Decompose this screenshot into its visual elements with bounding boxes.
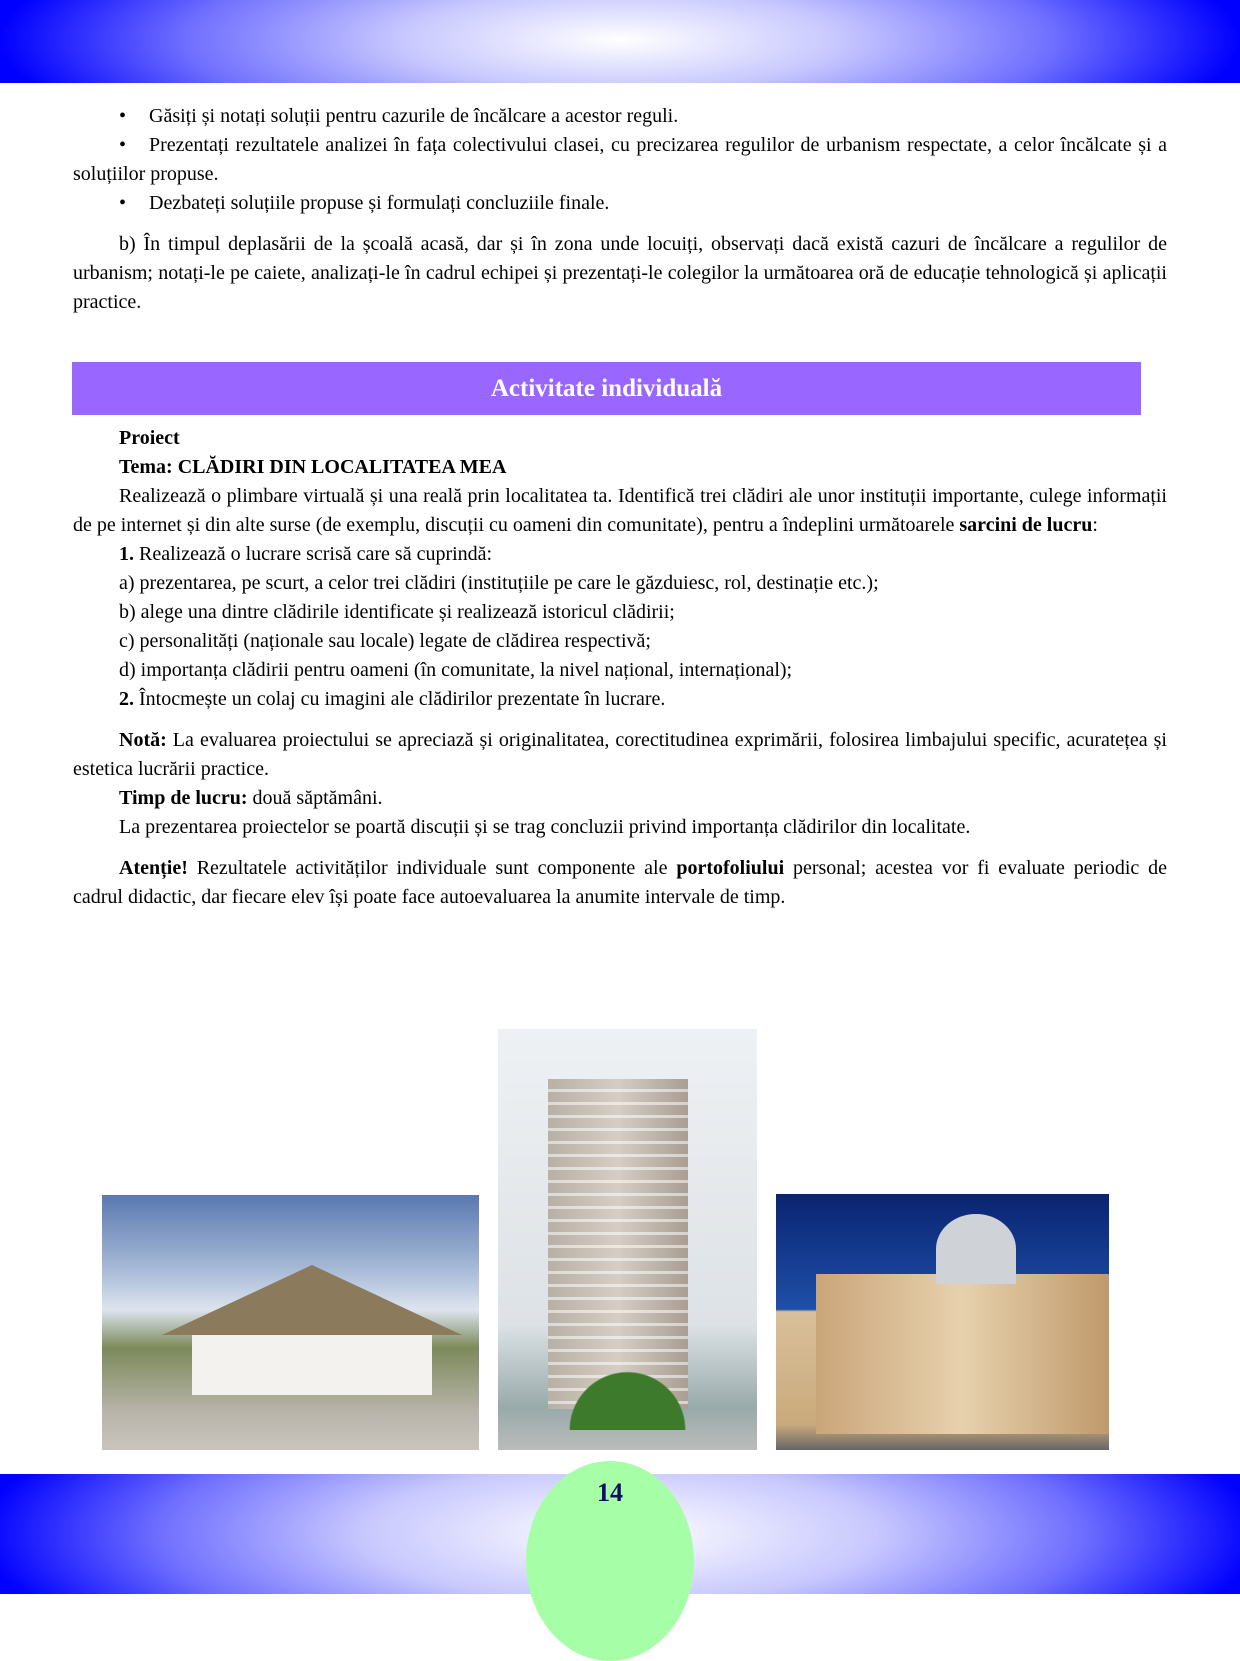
intro-end: :: [1092, 514, 1098, 536]
bullet-item: [73, 131, 1167, 189]
work-time: [73, 784, 1167, 813]
subtask: a) prezentarea, pe scurt, a celor trei clădiri (instituțiile pe care le găzduiesc, rol, destinație etc.);: [119, 572, 879, 594]
task-number: 1.: [119, 543, 134, 565]
subtask: d) importanța clădirii pentru oameni (în comunitate, la nivel național, internațional);: [119, 659, 793, 681]
note-label: Notă:: [119, 729, 167, 751]
note: [73, 726, 1167, 784]
bullet-text: Dezbateți soluțiile propuse și formulați concluziile finale.: [149, 192, 610, 214]
task-text: Întocmește un colaj cu imagini ale clădirilor prezentate în lucrare.: [134, 688, 666, 710]
attention: [73, 854, 1167, 912]
project-label: Proiect: [119, 427, 180, 449]
attention-text: Rezultatele activităților individuale sunt componente ale: [187, 857, 677, 879]
task-1: [73, 540, 1167, 569]
section-title: Activitate individuală: [72, 362, 1141, 415]
time-label: Timp de lucru:: [119, 787, 248, 809]
time-text: două săptămâni.: [247, 787, 383, 809]
bullet-text: Găsiți și notați soluții pentru cazurile de încălcare a acestor reguli.: [149, 105, 679, 127]
photo-hotel-tower: [498, 1029, 757, 1450]
attention-label: Atenție!: [119, 857, 188, 879]
photo-palace: [776, 1194, 1109, 1450]
bullet-item: [73, 102, 1213, 131]
page-number: 14: [597, 1478, 623, 1507]
intro-text: Realizează o plimbare virtuală și una reală prin localitatea ta. Identifică trei clădiri ale unor instituții importante, culege informații de pe internet și din alte surse (de exemplu, discuții cu oameni din comunitate), pentru a îndeplini următoarele: [73, 485, 1167, 536]
task-2: [73, 685, 1167, 714]
note-text: La evaluarea proiectului se apreciază și originalitatea, corectitudinea exprimării, folosirea limbajului specific, acuratețea și estetica lucrării practice.: [73, 729, 1167, 780]
attention-text: personal; acestea vor fi evaluate periodic de cadrul didactic, dar fiecare elev își poate face autoevaluarea la anumite intervale de timp.: [73, 857, 1168, 908]
presentation: La prezentarea proiectelor se poartă discuții și se trag concluzii privind importanța clădirilor din localitate.: [119, 816, 971, 838]
intro-bold: sarcini de lucru: [959, 514, 1093, 536]
project-section: [73, 424, 1167, 912]
subtask: c) personalități (naționale sau locale) legate de clădirea respectivă;: [119, 630, 651, 652]
attention-bold: portofoliului: [676, 857, 785, 879]
bullet-icon: •: [119, 192, 127, 214]
bullet-item: [73, 189, 1213, 218]
task-number: 2.: [119, 688, 134, 710]
photo-traditional-house: [102, 1195, 479, 1450]
project-theme: Tema: CLĂDIRI DIN LOCALITATEA MEA: [119, 456, 507, 478]
subtask: b) alege una dintre clădirile identificate și realizează istoricul clădirii;: [119, 601, 675, 623]
paragraph-b: b) În timpul deplasării de la școală acasă, dar și în zona unde locuiți, observați dacă există cazuri de încălcare a regulilor de urbanism; notați-le pe caiete, analizați-le în cadrul echipei și prezentați-le colegilor la următoarea oră de educație tehnologică și aplicații practice.: [73, 233, 1167, 313]
bullet-icon: •: [119, 134, 127, 156]
header-band: [0, 0, 1240, 83]
bullet-icon: •: [119, 105, 127, 127]
bullet-text: Prezentați rezultatele analizei în fața colectivului clasei, cu precizarea regulilor de urbanism respectate, a celor încălcate și a soluțiilor propuse.: [73, 134, 1167, 185]
task-text: Realizează o lucrare scrisă care să cuprindă:: [134, 543, 493, 565]
project-intro: [73, 482, 1167, 540]
